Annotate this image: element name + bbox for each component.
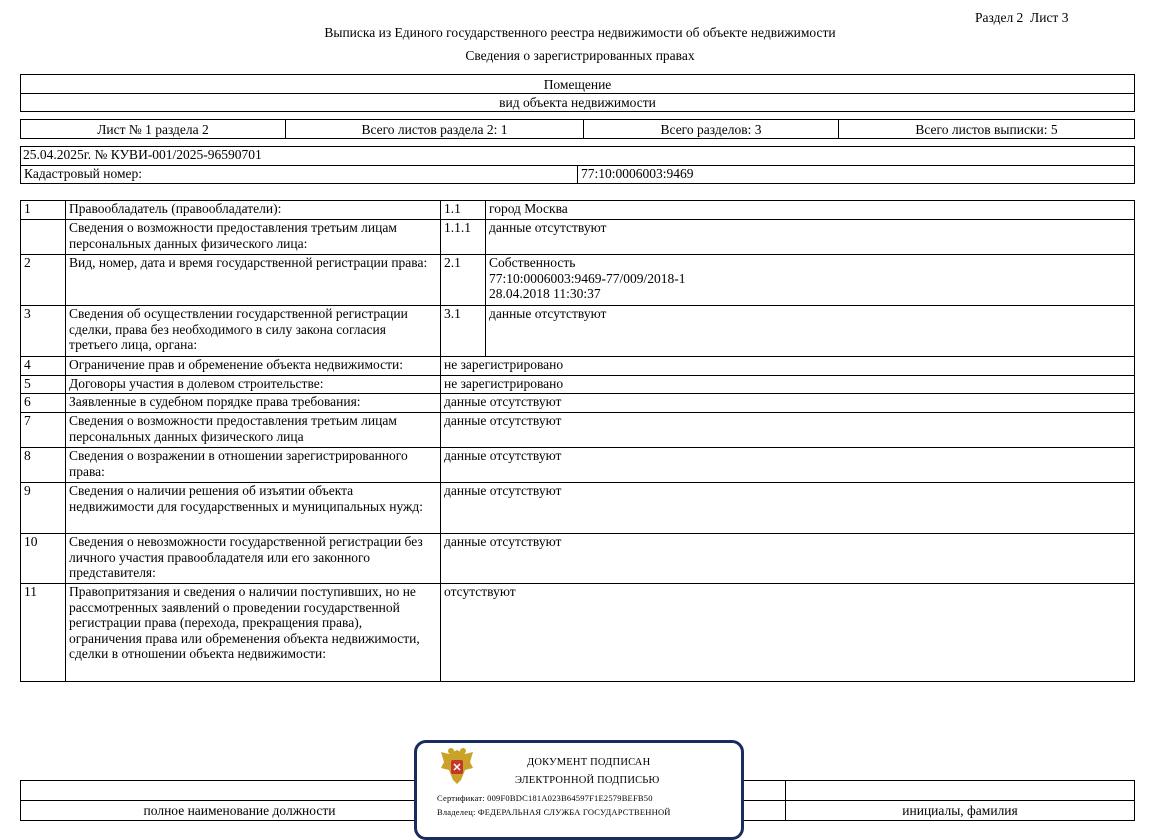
initials-caption: инициалы, фамилия: [786, 801, 1135, 821]
row-value: [486, 255, 1135, 306]
row-value: данные отсутствуют: [486, 220, 1135, 255]
row-value: не зарегистрировано: [441, 357, 1135, 376]
row-number: 10: [21, 534, 66, 584]
row-value: отсутствуют: [441, 584, 1135, 682]
table-row: [21, 534, 1135, 584]
row-label: Заявленные в судебном порядке права требования:: [66, 394, 441, 413]
row-number: 7: [21, 413, 66, 448]
row-label: Договоры участия в долевом строительстве:: [66, 376, 441, 394]
rights-table: [20, 200, 1135, 682]
row-label: Сведения о невозможности государственной регистрации без личного участия правообладателя или его законного представителя:: [66, 534, 441, 584]
stamp-certificate: Сертификат: 009F0BDC181A023B64597F1E2579BEFB50: [437, 793, 653, 803]
total-sheets: Всего листов выписки: 5: [839, 120, 1135, 139]
position-caption: полное наименование должности: [21, 801, 459, 821]
row-label: Сведения о наличии решения об изъятии объекта недвижимости для государственных и муниципальных нужд:: [66, 483, 441, 534]
row-number: 4: [21, 357, 66, 376]
row-subnumber: 2.1: [441, 255, 486, 306]
section-sheet-label: Раздел 2 Лист 3: [975, 10, 1069, 25]
table-row: [21, 394, 1135, 413]
cadastral-label: Кадастровый номер:: [21, 166, 578, 184]
row-value: данные отсутствуют: [441, 448, 1135, 483]
row-number: 9: [21, 483, 66, 534]
table-row: [21, 255, 1135, 306]
e-signature-stamp: [414, 740, 744, 840]
right-type: Собственность: [489, 255, 576, 270]
row-subnumber: 3.1: [441, 306, 486, 357]
document-number: 25.04.2025г. № КУВИ-001/2025-96590701: [21, 147, 1135, 166]
row-number: 11: [21, 584, 66, 682]
row-label: Сведения о возможности предоставления третьим лицам персональных данных физического лица:: [66, 220, 441, 255]
row-number: 5: [21, 376, 66, 394]
row-number: 1: [21, 201, 66, 220]
table-row: [21, 306, 1135, 357]
row-label: Сведения о возражении в отношении зарегистрированного права:: [66, 448, 441, 483]
row-number: 2: [21, 255, 66, 306]
stamp-line-2: ЭЛЕКТРОННОЙ ПОДПИСЬЮ: [515, 775, 660, 786]
total-section-sheets: Всего листов раздела 2: 1: [286, 120, 584, 139]
object-type-table: [20, 74, 1135, 112]
row-value: не зарегистрировано: [441, 376, 1135, 394]
initials-cell: [786, 781, 1135, 801]
row-subnumber: 1.1.1: [441, 220, 486, 255]
stamp-line-1: ДОКУМЕНТ ПОДПИСАН: [527, 757, 651, 768]
row-value: данные отсутствуют: [486, 306, 1135, 357]
position-cell: [21, 781, 459, 801]
object-type-caption: вид объекта недвижимости: [21, 94, 1135, 112]
table-row: [21, 413, 1135, 448]
registration-number: 77:10:0006003:9469-77/009/2018-1: [489, 270, 686, 286]
row-label: Сведения о возможности предоставления третьим лицам персональных данных физического лица: [66, 413, 441, 448]
table-row: [21, 376, 1135, 394]
table-row: [21, 357, 1135, 376]
row-number: [21, 220, 66, 255]
row-label: Сведения об осуществлении государственной регистрации сделки, права без необходимого в силу закона согласия третьего лица, органа:: [66, 306, 441, 357]
sheet-number: Лист № 1 раздела 2: [21, 120, 286, 139]
table-row: [21, 448, 1135, 483]
table-row: [21, 483, 1135, 534]
object-type: Помещение: [21, 75, 1135, 94]
document-title: Выписка из Единого государственного реестра недвижимости об объекте недвижимости: [324, 25, 836, 40]
row-label: Вид, номер, дата и время государственной регистрации права:: [66, 255, 441, 306]
cadastral-number: 77:10:0006003:9469: [578, 166, 1135, 184]
row-value: данные отсутствуют: [441, 394, 1135, 413]
row-number: 6: [21, 394, 66, 413]
coat-of-arms-icon: [437, 746, 477, 788]
row-label: Ограничение прав и обременение объекта недвижимости:: [66, 357, 441, 376]
table-row: [21, 201, 1135, 220]
row-label: Правопритязания и сведения о наличии поступивших, но не рассмотренных заявлений о проведении государственной регистрации права (перехода, прекращения права), ограничения права или обременения объекта недвижимости, сделки в отношении объекта недвижимости:: [66, 584, 441, 682]
row-value: город Москва: [486, 201, 1135, 220]
stamp-owner: Владелец: ФЕДЕРАЛЬНАЯ СЛУЖБА ГОСУДАРСТВЕННОЙ: [437, 807, 671, 817]
row-value: данные отсутствуют: [441, 483, 1135, 534]
row-number: 8: [21, 448, 66, 483]
table-row: [21, 220, 1135, 255]
row-value: данные отсутствуют: [441, 413, 1135, 448]
sheets-table: [20, 119, 1135, 139]
registration-date: 28.04.2018 11:30:37: [489, 286, 601, 301]
total-sections: Всего разделов: 3: [584, 120, 839, 139]
row-number: 3: [21, 306, 66, 357]
table-row: [21, 584, 1135, 682]
row-label: Правообладатель (правообладатели):: [66, 201, 441, 220]
row-subnumber: 1.1: [441, 201, 486, 220]
doc-info-table: [20, 146, 1135, 184]
row-value: данные отсутствуют: [441, 534, 1135, 584]
document-subtitle: Сведения о зарегистрированных правах: [465, 48, 695, 63]
